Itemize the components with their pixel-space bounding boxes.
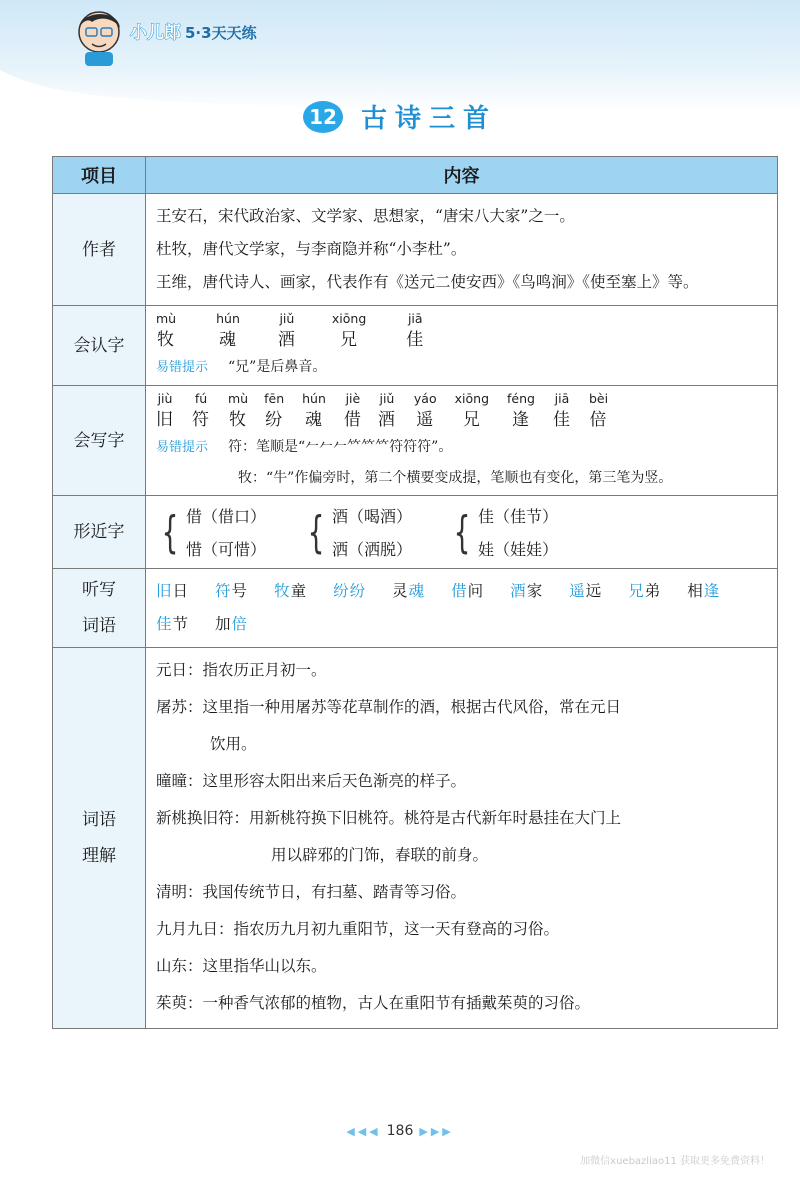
hanzi: 符: [192, 410, 210, 430]
recognize-tip: [156, 352, 769, 383]
brace-icon: {: [307, 507, 325, 558]
similar-label: 形近字: [53, 496, 146, 569]
vocab-label-1: 词语: [82, 810, 116, 830]
dictation-word: [333, 575, 366, 608]
word-part: 灵: [392, 582, 409, 600]
word-highlight: 旧: [156, 582, 173, 600]
dictation-word: [451, 575, 484, 608]
similar-group: [448, 500, 558, 566]
author-label: 作者: [53, 194, 146, 306]
tip-text: 符：笔顺是“𠂉𠂉𠂉𥫗𥫗𥫗符符符”。: [228, 439, 453, 455]
dictation-word: [569, 575, 602, 608]
brand-name: 小儿郎: [130, 23, 181, 43]
pinyin-char: [406, 310, 424, 352]
pinyin: bèi: [588, 391, 609, 406]
word-highlight: 倍: [231, 615, 249, 633]
similar-word: 娃（娃娃）: [478, 540, 559, 559]
dictation-content: [146, 569, 778, 648]
hanzi: 兄: [462, 410, 481, 430]
mascot-boy-icon: [70, 6, 128, 68]
vocab-row: [53, 648, 778, 1029]
pinyin: xiōng: [454, 391, 489, 406]
pinyin: mù: [156, 311, 177, 326]
word-highlight: 兄: [628, 582, 645, 600]
recognize-chars: [156, 310, 769, 352]
brand-logo: [130, 18, 257, 43]
hanzi: 魂: [219, 330, 237, 350]
word-highlight: 牧: [274, 582, 291, 600]
word-highlight: 逢: [703, 582, 721, 600]
word-highlight: 符: [215, 582, 232, 600]
pinyin-char: [278, 310, 296, 352]
dictation-word: [156, 575, 189, 608]
word-part: 节: [172, 615, 190, 633]
pinyin-char: [553, 390, 571, 432]
author-content: [146, 194, 778, 306]
hanzi: 牧: [229, 410, 248, 430]
dictation-label-1: 听写: [82, 580, 116, 600]
similar-items: [332, 500, 412, 566]
pinyin-char: [507, 390, 535, 432]
pinyin-char: [156, 310, 176, 352]
tip-label: 易错提示: [156, 440, 209, 455]
vocab-label: [53, 648, 146, 1029]
pinyin-char: [589, 390, 608, 432]
similar-word: 洒（洒脱）: [332, 540, 413, 559]
similar-items: [186, 500, 266, 566]
vocab-item: 元日：指农历正月初一。: [156, 661, 327, 679]
hanzi: 旧: [156, 410, 174, 430]
vocab-label-2: 理解: [82, 846, 116, 866]
word-part: 远: [585, 582, 603, 600]
word-highlight: 遥: [569, 582, 586, 600]
similar-word: 佳（佳节）: [478, 507, 559, 526]
pinyin: xiōng: [331, 311, 367, 326]
tip-label: 易错提示: [156, 360, 209, 375]
write-chars: [156, 390, 769, 432]
vocab-item: 清明：我国传统节日，有扫墓、踏青等习俗。: [156, 883, 467, 901]
header-col-item: 项目: [53, 157, 146, 194]
similar-groups: [156, 498, 769, 566]
word-part: 加: [215, 615, 232, 633]
dictation-word: [687, 575, 720, 608]
recognize-row: [53, 306, 778, 386]
recognize-content: [146, 306, 778, 386]
watermark: 加微信xuebazliao11 获取更多免费资料！: [580, 1156, 770, 1167]
hanzi: 兄: [340, 330, 359, 350]
word-part: 问: [467, 582, 485, 600]
write-label: 会写字: [53, 386, 146, 496]
vocab-item: 九月九日：指农历九月初九重阳节，这一天有登高的习俗。: [156, 920, 560, 938]
pinyin-char: [192, 390, 210, 432]
dictation-word: [628, 575, 661, 608]
word-part: 弟: [644, 582, 662, 600]
pinyin: hún: [216, 311, 240, 326]
lesson-number-badge: 12: [303, 101, 343, 133]
vocab-item: 饮用。: [210, 735, 257, 753]
dictation-label: [53, 569, 146, 648]
hanzi: 纷: [265, 410, 284, 430]
pinyin: jiā: [554, 391, 570, 406]
hanzi: 遥: [416, 410, 435, 430]
lesson-title: 古诗三首: [360, 104, 497, 134]
pinyin-char: [228, 390, 248, 432]
pinyin-char: [332, 310, 366, 352]
hanzi: 酒: [277, 330, 296, 350]
word-part: 相: [687, 582, 704, 600]
write-tip-1: [156, 432, 769, 463]
write-content: [146, 386, 778, 496]
similar-items: [478, 500, 558, 566]
hanzi: 佳: [552, 410, 571, 430]
right-arrows-icon: ▶▶▶: [419, 1125, 454, 1138]
similar-group: [156, 500, 266, 566]
dictation-word: [215, 575, 248, 608]
hanzi: 酒: [377, 410, 396, 430]
author-line: 王安石，宋代政治家、文学家、思想家，“唐宋八大家”之一。: [156, 207, 575, 225]
similar-row: [53, 496, 778, 569]
word-highlight: 魂: [408, 582, 426, 600]
pinyin: jiǔ: [279, 311, 295, 326]
pinyin: hún: [302, 391, 326, 406]
pinyin: fēn: [264, 391, 285, 406]
series-name: 5·3天天练: [185, 24, 257, 42]
dictation-word: [274, 575, 307, 608]
pinyin-char: [216, 310, 240, 352]
hanzi: 借: [343, 410, 362, 430]
pinyin: jiè: [345, 391, 361, 406]
word-part: 号: [231, 582, 249, 600]
word-highlight: 佳: [156, 615, 173, 633]
tip-text: “兄”是后鼻音。: [228, 359, 327, 375]
word-highlight: 借: [451, 582, 468, 600]
vocab-item: 屠苏：这里指一种用屠苏等花草制作的酒，根据古代风俗，常在元日: [156, 698, 622, 716]
word-part: 日: [172, 582, 190, 600]
page-footer: [0, 1120, 800, 1139]
word-highlight: 酒: [510, 582, 527, 600]
table-header-row: [53, 157, 778, 194]
vocab-item: 用以辟邪的门饰，春联的前身。: [271, 846, 489, 864]
vocab-item: 山东：这里指华山以东。: [156, 957, 327, 975]
pinyin-char: [264, 390, 284, 432]
similar-word: 惜（可惜）: [186, 540, 267, 559]
hanzi: 魂: [305, 410, 324, 430]
dictation-words: [156, 575, 769, 641]
dictation-row: [53, 569, 778, 648]
vocab-content: [146, 648, 778, 1029]
word-part: 童: [290, 582, 308, 600]
pinyin-char: [414, 390, 437, 432]
brace-icon: {: [453, 507, 471, 558]
similar-word: 借（借口）: [186, 507, 267, 526]
pinyin: mù: [228, 391, 249, 406]
pinyin-char: [156, 390, 174, 432]
pinyin: jiā: [407, 311, 423, 326]
author-line: 王维，唐代诗人、画家，代表作有《送元二使安西》《鸟鸣涧》《使至塞上》等。: [156, 273, 699, 291]
left-arrows-icon: ◀◀◀: [346, 1125, 381, 1138]
word-part: 家: [526, 582, 544, 600]
vocab-item: 曈曈：这里形容太阳出来后天色渐亮的样子。: [156, 772, 467, 790]
pinyin-char: [378, 390, 396, 432]
dictation-word: [510, 575, 543, 608]
write-tip-2: 牧：“牛”作偏旁时，第二个横要变成提，笔顺也有变化，第三笔为竖。: [238, 470, 673, 486]
hanzi: 牧: [157, 330, 176, 350]
vocab-item: 新桃换旧符：用新桃符换下旧桃符。桃符是古代新年时悬挂在大门上: [156, 809, 622, 827]
similar-content: [146, 496, 778, 569]
vocab-item: 茱萸：一种香气浓郁的植物，古人在重阳节有插戴茱萸的习俗。: [156, 994, 591, 1012]
lesson-table: [52, 156, 778, 1029]
dictation-word: [215, 608, 248, 641]
author-line: 杜牧，唐代文学家，与李商隐并称“小李杜”。: [156, 240, 467, 258]
lesson-title-bar: [0, 98, 800, 135]
hanzi: 逢: [511, 410, 530, 430]
pinyin-char: [344, 390, 362, 432]
dictation-label-2: 词语: [82, 616, 116, 636]
dictation-word: [156, 608, 189, 641]
pinyin: jiù: [157, 391, 173, 406]
pinyin: jiǔ: [379, 391, 395, 406]
dictation-word: [392, 575, 425, 608]
hanzi: 倍: [589, 410, 608, 430]
pinyin: fú: [194, 391, 208, 406]
header-col-content: 内容: [146, 157, 778, 194]
author-row: [53, 194, 778, 306]
pinyin-char: [455, 390, 489, 432]
recognize-label: 会认字: [53, 306, 146, 386]
pinyin: féng: [507, 391, 535, 406]
write-row: [53, 386, 778, 496]
pinyin-char: [302, 390, 326, 432]
similar-group: [302, 500, 412, 566]
hanzi: 佳: [406, 330, 425, 350]
pinyin: yáo: [413, 391, 437, 406]
similar-word: 酒（喝酒）: [332, 507, 413, 526]
brace-icon: {: [161, 507, 179, 558]
word-highlight: 纷纷: [333, 582, 367, 600]
page-number: 186: [386, 1123, 414, 1139]
